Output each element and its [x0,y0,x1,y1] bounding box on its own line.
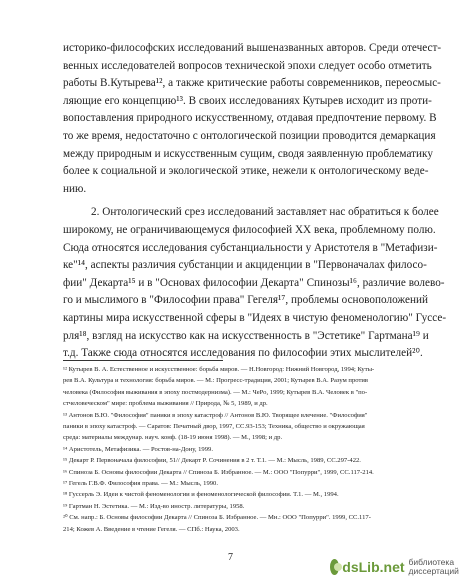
text-line: то же время, недостаточно с онтологической позиции проводится демаркация [63,129,436,142]
text-line: 2. Онтологический срез исследований заставляет нас обратиться к более [91,206,439,219]
footnote-separator [63,360,223,361]
page-number: 7 [228,552,233,563]
text-line: вопоставления природного искусственному, отдавая предпочтение первому. В [63,112,437,125]
watermark [330,556,466,578]
text-line: широкому, не ограничивающемуся философией XX века, проблемному полю. [63,223,436,236]
footnote-line: паники в эпоху катастроф. — Саратов: Печатный двор, 1997, СС.93-153; Техника, общество и окружающая [63,423,365,431]
footnote-line: ¹⁶ Спиноза Б. Основы философии Декарта // Спиноза Б. Избранное. — М.: ООО "Попурри", 1999, СС.117-214. [63,468,374,476]
footnote-line: ¹⁴ Аристотель, Метафизика. — Ростов-на-Дону, 1999. [63,445,213,453]
watermark-caption: библиотека диссертаций [408,557,459,576]
text-line: нию. [63,182,87,195]
footnote-line: стчеловеческом" мире: проблема выживания // Природа, № 5, 1989, и др. [63,400,268,408]
footnote-line: ²⁰ См. напр.: Б. Основы философии Декарта // Спиноза Б. Избранное. — Мн.: ООО "Попурри". 1999, СС.117- [63,514,371,522]
text-line: ке"¹⁴, аспекты различия субстанции и акциденции в "Первоначалах филосо- [63,259,427,272]
footnote-line: среда: материалы междунар. науч. конф. (18-19 июня 1998). — М., 1998; и др. [63,434,283,442]
footnote-line: человека (Философия выживания в эпоху постмодернизма). — М.: ЧеРо, 1999; Кутырев В.А. Человек в "по- [63,388,368,396]
text-line: между природным и искусственным сущим, сводя заявленную проблематику [63,147,433,160]
footnote-line: ¹⁵ Декарт Р. Первоначала философии, 51// Декарт Р. Сочинения в 2 т. Т.1. — М.: Мысль, 1989, СС.297-422. [63,457,361,465]
watermark-logo: dsLib.net [342,559,405,575]
dslib-logo-icon [330,559,339,575]
text-line: Сюда относятся исследования субстанциальности у Аристотеля в "Метафизи- [63,241,438,254]
text-line: ляющие его концепцию¹³. В своих исследованиях Кутырев исходит из проти- [63,94,432,107]
footnote-line: ¹⁹ Гартман Н. Эстетика. — М.: Изд-во иностр. литературы, 1958. [63,502,245,510]
text-line: рля¹⁸, взгляд на искусство как на искусственность в "Эстетике" Гартмана¹⁹ и [63,329,429,342]
text-line: т.д. Также сюда относятся исследования по философии этих мыслителей²⁰. [63,347,423,360]
text-line: историко-философских исследований вышеназванных авторов. Среди отечест- [63,42,442,54]
footnotes [63,364,413,535]
text-line: работы В.Кутырева¹², а также критические работы современников, переосмыс- [63,77,441,90]
body-text [63,40,447,363]
text-line: венных исследователей вопросов технической эпохи следует особо отметить [63,59,432,72]
footnote-line: 214; Кожев А. Введение в чтение Гегеля. — СПб.: Наука, 2003. [63,525,240,533]
footnote-line: ¹³ Антонов В.Ю. "Философия" паники в эпоху катастроф // Антонов В.Ю. Творящее влечение. "Философия" [63,411,368,419]
footnote-line: ¹² Кутырев В. А. Естественное и искусственное: борьба миров. — Н.Новгород: Нижний Новгород, 1994; Куты- [63,366,375,373]
footnote-line: ¹⁷ Гегель Г.В.Ф. Философия права. — М.: Мысль, 1990. [63,480,219,488]
text-line: более к социальной и экологической этике, нежели к онтологическому веде- [63,165,429,178]
footnote-line: ¹⁸ Гуссерль Э. Идеи к чистой феноменологии и феноменологической философии. Т.1. — М., 1994. [63,491,339,499]
text-line: картины мира искусственной сферы в "Идеях в чистую феноменологию" Гуссе- [63,311,447,324]
footnote-line: рев В.А. Культура и технология: борьба миров. — М.: Прогресс-традиция, 2001; Кутырев В.А. Разум против [63,377,368,385]
text-line: го и мыслимого в "Философии права" Гегеля¹⁷, проблемы основоположений [63,294,429,307]
text-line: фии" Декарта¹⁵ и в "Основах философии Декарта" Спинозы¹⁶, различие волево- [63,276,445,289]
